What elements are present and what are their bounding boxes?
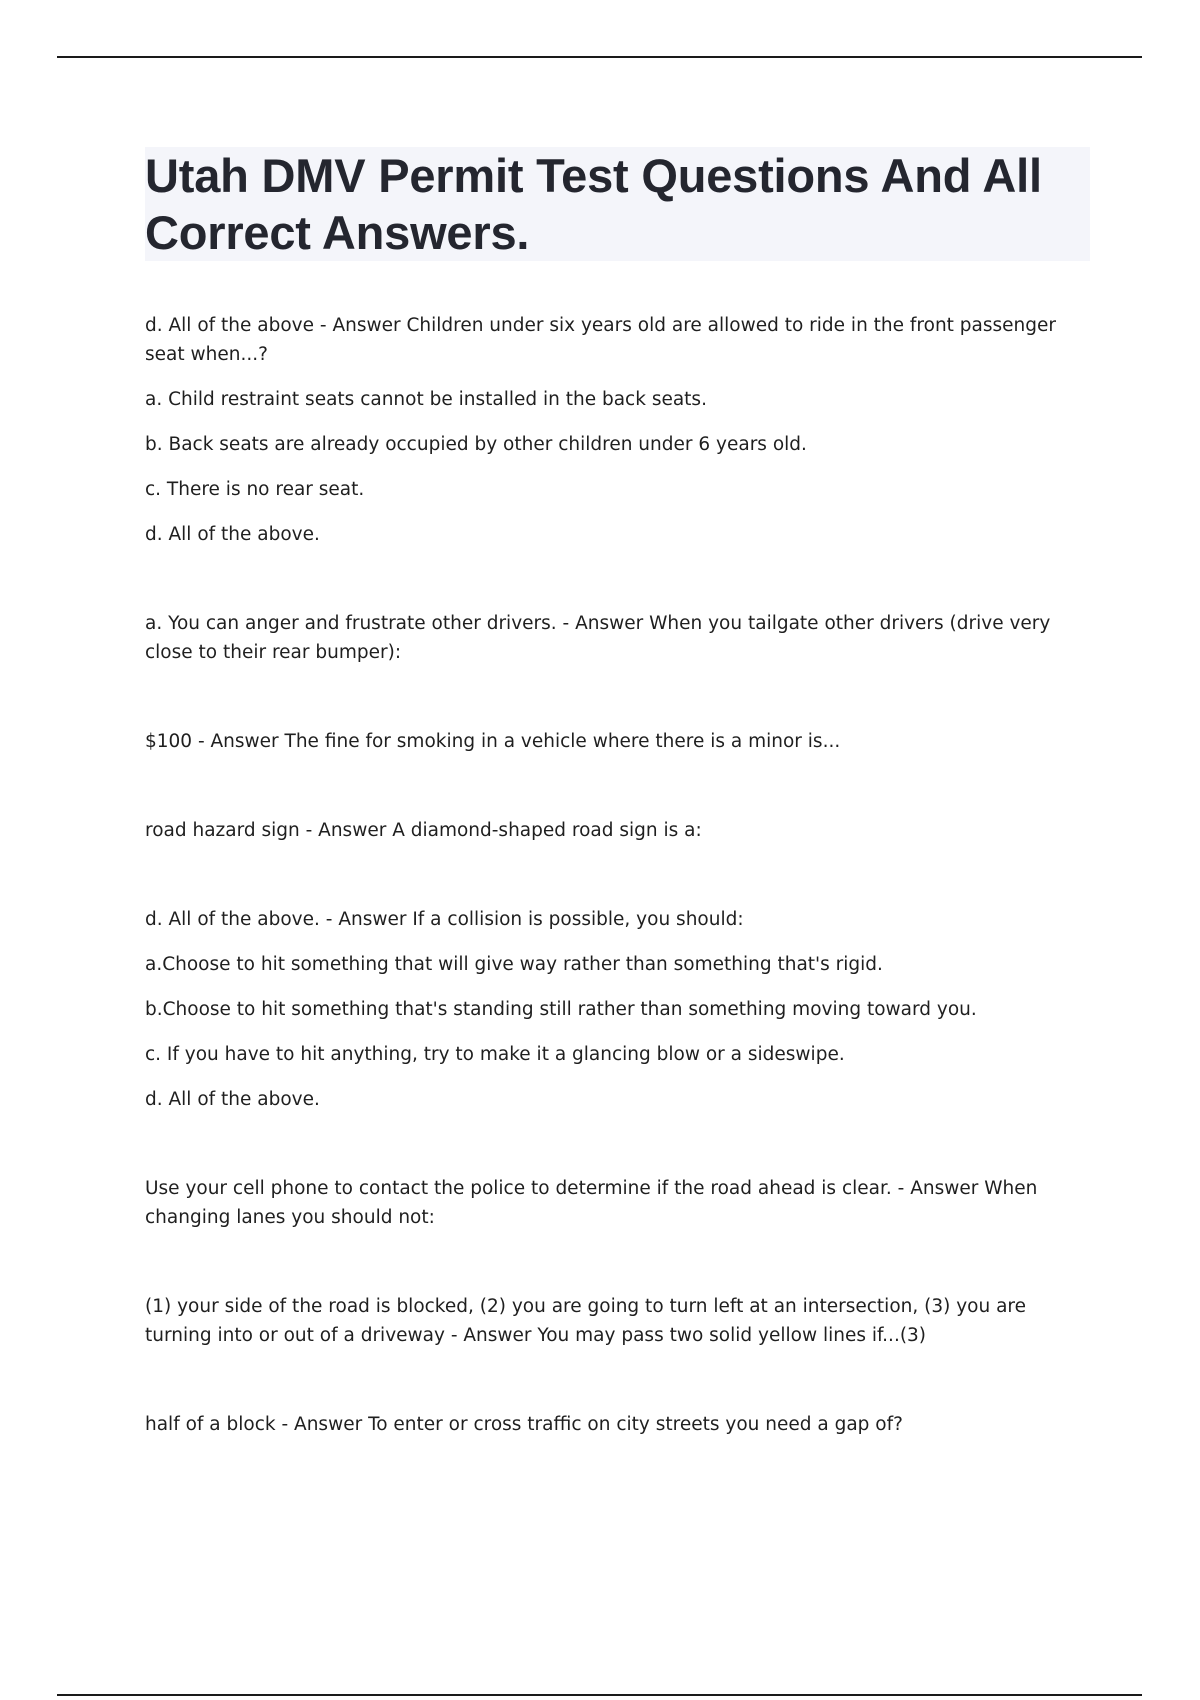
qa-answer-question: d. All of the above. - Answer If a collision is possible, you should:: [145, 909, 744, 930]
qa-answer-question: $100 - Answer The fine for smoking in a vehicle where there is a minor is...: [145, 731, 841, 752]
qa-option: b.Choose to hit something that's standing still rather than something moving toward you.: [145, 999, 977, 1020]
top-rule: [57, 56, 1142, 58]
qa-item: [145, 609, 1090, 667]
qa-option: a.Choose to hit something that will give way rather than something that's rigid.: [145, 954, 883, 975]
qa-option: d. All of the above.: [145, 1089, 320, 1110]
document-body: [145, 147, 1090, 1499]
qa-item: [145, 905, 1090, 1114]
qa-item: [145, 1292, 1090, 1350]
qa-answer-question: d. All of the above - Answer Children under six years old are allowed to ride in the front passenger seat when...?: [145, 315, 1056, 365]
qa-item: [145, 1410, 1090, 1439]
qa-option: c. There is no rear seat.: [145, 479, 365, 500]
qa-answer-question: (1) your side of the road is blocked, (2) you are going to turn left at an intersection, (3) you are turning into or out of a driveway - Answer You may pass two solid yellow lines if...(3): [145, 1296, 1027, 1346]
page-title: Utah DMV Permit Test Questions And All Correct Answers.: [145, 149, 1042, 259]
qa-option: b. Back seats are already occupied by other children under 6 years old.: [145, 434, 807, 455]
qa-list: [145, 311, 1090, 1439]
bottom-rule: [57, 1694, 1142, 1696]
qa-answer-question: Use your cell phone to contact the police to determine if the road ahead is clear. - Answer When changing lanes you should not:: [145, 1178, 1038, 1228]
qa-answer-question: road hazard sign - Answer A diamond-shaped road sign is a:: [145, 820, 702, 841]
qa-option: c. If you have to hit anything, try to make it a glancing blow or a sideswipe.: [145, 1044, 845, 1065]
qa-answer-question: a. You can anger and frustrate other drivers. - Answer When you tailgate other drivers (drive very close to their rear bumper):: [145, 613, 1051, 663]
qa-item: [145, 727, 1090, 756]
qa-item: [145, 816, 1090, 845]
qa-option: d. All of the above.: [145, 524, 320, 545]
qa-item: [145, 311, 1090, 549]
qa-answer-question: half of a block - Answer To enter or cross traffic on city streets you need a gap of?: [145, 1414, 903, 1435]
title-banner: [145, 147, 1090, 261]
qa-item: [145, 1174, 1090, 1232]
qa-option: a. Child restraint seats cannot be installed in the back seats.: [145, 389, 707, 410]
